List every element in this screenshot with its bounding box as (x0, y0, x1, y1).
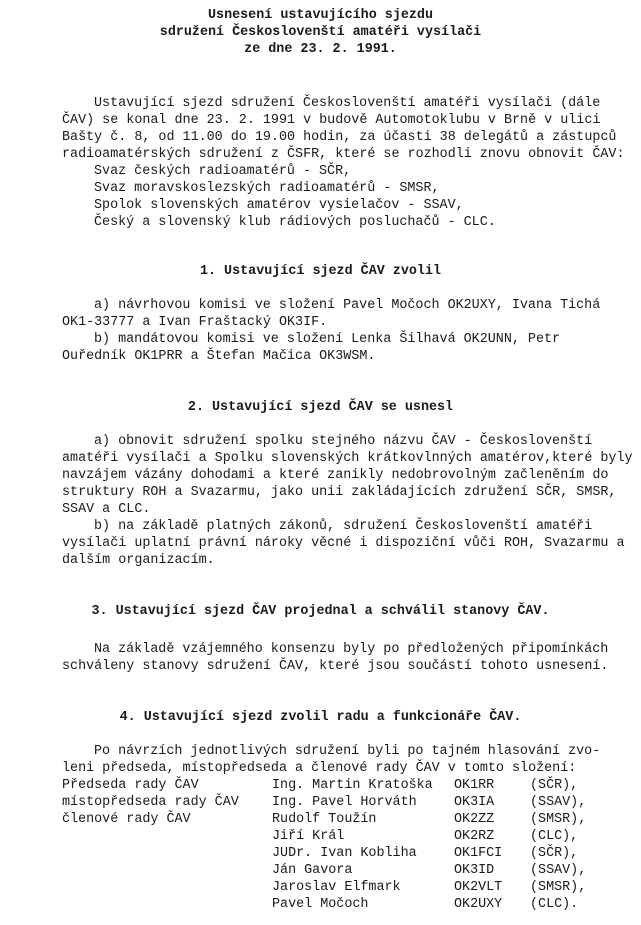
member-org: (SMSR), (530, 812, 587, 827)
doc-title-line-1: Usnesení ustavujícího sjezdu (208, 8, 433, 23)
intro-line: Bašty č. 8, od 11.00 do 19.00 hodin, za účasti 38 delegátů a zástupců (62, 130, 617, 145)
org-list-item: Svaz moravskoslezských radioamatérů - SMSR, (94, 181, 440, 196)
section-1-para-a: a) návrhovou komisi ve složení Pavel Močoch OK2UXY, Ivana Tichá (94, 298, 601, 313)
section-2-para-a: amatéři vysílači a Spolku slovenských krátkovlnných amatérov,které byly (62, 451, 633, 466)
member-role: členové rady ČAV (62, 812, 191, 827)
org-list-item: Český a slovenský klub rádiových posluchačů - CLC. (94, 215, 496, 230)
intro-line: ČAV) se konal dne 23. 2. 1991 v budově Automotoklubu v Brně v ulici (62, 113, 601, 128)
section-2-para-b: b) na základě platných zákonů, sdružení Českoslovenští amatéři (94, 519, 593, 534)
org-list-item: Svaz českých radioamatérů - SČR, (94, 164, 352, 179)
section-3-para: Na základě vzájemného konsenzu byly po předložených připomínkách (94, 642, 609, 657)
member-row (62, 795, 622, 812)
member-name: Jaroslav Elfmark (272, 880, 401, 895)
section-1-para-b: b) mandátovou komisi ve složení Lenka Šilhavá OK2UNN, Petr (94, 332, 561, 347)
member-org: (CLC). (530, 897, 579, 912)
section-2-para-b: dalším organizacím. (62, 553, 215, 568)
section-2-para-b: vysílači uplatní právní nároky věcné i dispoziční vůči ROH, Svazarmu a (62, 536, 625, 551)
member-callsign: OK3ID (454, 863, 495, 878)
member-name: Ing. Pavel Horváth (272, 795, 417, 810)
member-callsign: OK1FCI (454, 846, 503, 861)
doc-title-line-3: ze dne 23. 2. 1991. (244, 42, 397, 57)
member-callsign: OK1RR (454, 778, 495, 793)
doc-title-line-2: sdružení Českoslovenští amatéři vysílači (159, 25, 482, 40)
member-name: Jiří Král (272, 829, 345, 844)
member-org: (SMSR), (530, 880, 587, 895)
member-org: (SSAV), (530, 795, 587, 810)
section-heading-4: 4. Ustavující sjezd zvolil radu a funkcionáře ČAV. (119, 710, 522, 725)
section-heading-2: 2. Ustavující sjezd ČAV se usnesl (187, 400, 454, 415)
member-name: Pavel Močoch (272, 897, 369, 912)
section-heading-3: 3. Ustavující sjezd ČAV projednal a schválil stanovy ČAV. (91, 604, 550, 619)
member-row (62, 829, 622, 846)
member-row (62, 880, 622, 897)
section-4-para: leni předseda, místopředseda a členové rady ČAV v tomto složení: (62, 761, 577, 776)
section-2-para-a: SSAV a CLC. (62, 502, 151, 517)
member-callsign: OK2ZZ (454, 812, 495, 827)
member-org: (SČR), (530, 846, 579, 861)
intro-line: Ustavující sjezd sdružení Českoslovenští amatéři vysílači (dále (94, 96, 601, 111)
member-name: Rudolf Toužín (272, 812, 377, 827)
section-1-para-a: OK1-33777 a Ivan Fraštacký OK3IF. (62, 315, 328, 330)
member-role: místopředseda rady ČAV (62, 795, 239, 810)
section-3-para: schváleny stanovy sdružení ČAV, které jsou součástí tohoto usnesení. (62, 659, 609, 674)
member-row (62, 778, 622, 795)
member-org: (SČR), (530, 778, 579, 793)
member-callsign: OK3IA (454, 795, 495, 810)
member-role: Předseda rady ČAV (62, 778, 199, 793)
member-name: Ing. Martin Kratoška (272, 778, 433, 793)
section-heading-1: 1. Ustavující sjezd ČAV zvolil (199, 264, 442, 279)
member-callsign: OK2VLT (454, 880, 503, 895)
section-2-para-a: a) obnovit sdružení spolku stejného názvu ČAV - Českoslovenští (94, 434, 593, 449)
intro-line: radioamatérských sdružení z ČSFR, které se rozhodli znovu obnovit ČAV: (62, 147, 625, 162)
member-row (62, 863, 622, 880)
org-list-item: Spolok slovenských amatérov vysielačov - SSAV, (94, 198, 464, 213)
member-callsign: OK2UXY (454, 897, 503, 912)
section-4-para: Po návrzích jednotlivých sdružení byli po tajném hlasování zvo- (94, 744, 601, 759)
member-org: (SSAV), (530, 863, 587, 878)
member-org: (CLC), (530, 829, 579, 844)
member-row (62, 812, 622, 829)
member-row (62, 846, 622, 863)
member-name: JUDr. Ivan Kobliha (272, 846, 417, 861)
member-callsign: OK2RZ (454, 829, 495, 844)
member-row (62, 897, 622, 914)
section-2-para-a: navzájem vázány dohodami a které zanikly nedobrovolným začleněním do (62, 468, 609, 483)
section-2-para-a: struktury ROH a Svazarmu, jako unii zakládajících združení SČR, SMSR, (62, 485, 617, 500)
member-name: Ján Gavora (272, 863, 353, 878)
section-1-para-b: Ouředník OK1PRR a Štefan Mačica OK3WSM. (62, 349, 376, 364)
